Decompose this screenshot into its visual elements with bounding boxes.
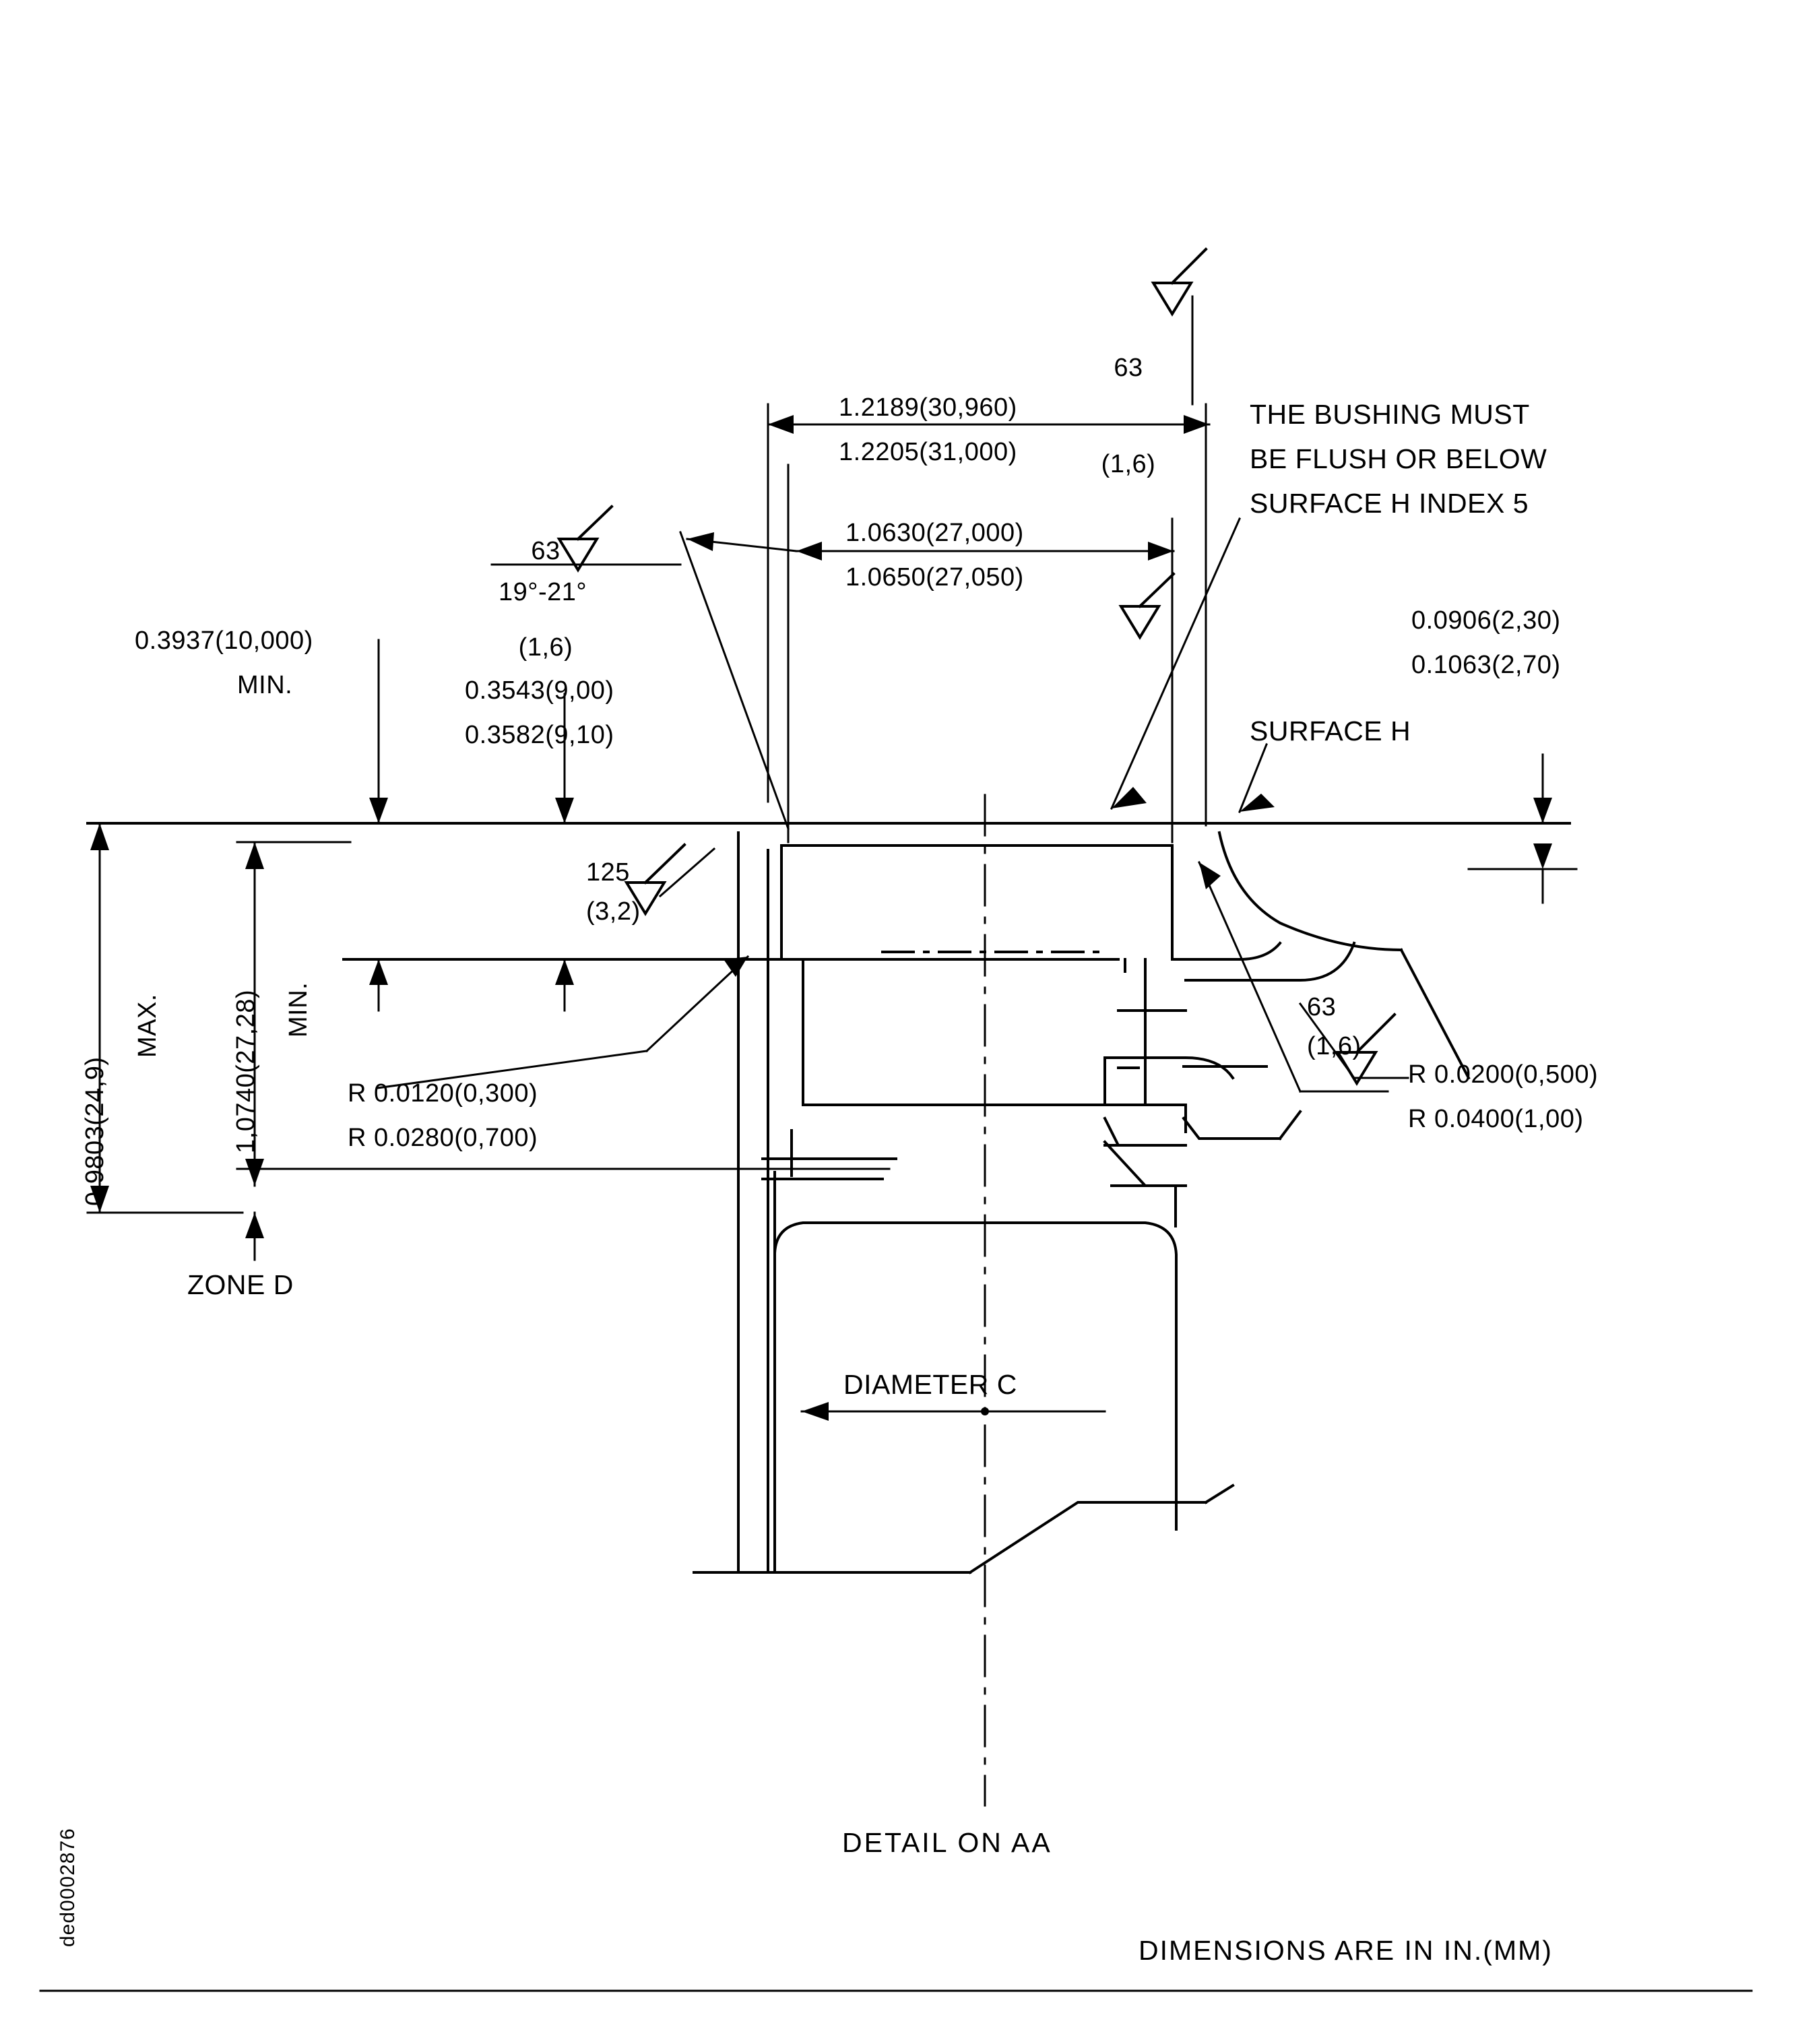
dimension-edge-distance-qualifier: MIN. [237,671,293,699]
dimension-radius-small-max: R 0.0280(0,700) [348,1124,538,1152]
dimension-height-max: 0.9803(24,9) [81,1056,109,1206]
surface-finish-value: 63 [531,537,560,565]
dimension-radius-large-max: R 0.0400(1,00) [1408,1105,1584,1133]
surface-finish-top-right [1085,288,1172,544]
surface-finish-metric: (1,6) [518,633,573,662]
drawing-title: DETAIL ON AA [842,1827,1052,1858]
note-bushing-line3: SURFACE H INDEX 5 [1250,488,1529,519]
dimension-height-min: 1,0740(27,28) [232,989,260,1153]
dimension-overall-length-min: 1.2205(31,000) [839,438,1017,466]
label-surface-h: SURFACE H [1250,715,1411,746]
note-bushing-line2: BE FLUSH OR BELOW [1250,443,1547,474]
surface-finish-value: 63 [1114,354,1143,382]
surface-finish-mid-125-metric: (3,2) [586,897,641,926]
dimension-radius-large-min: R 0.0200(0,500) [1408,1060,1599,1089]
dimension-step-width-max: 0.3543(9,00) [465,676,614,705]
dimension-height-max-qualifier: MAX. [133,994,162,1058]
surface-finish-lower-right-metric: (1,6) [1307,1032,1361,1060]
dimension-height-min-qualifier: MIN. [284,982,313,1037]
label-diameter-c: DIAMETER C [843,1369,1017,1400]
dimension-edge-distance: 0.3937(10,000) [135,627,313,655]
dimension-step-width-min: 0.3582(9,10) [465,721,614,749]
dimension-flange-thickness-max: 0.0906(2,30) [1411,606,1561,635]
note-bushing-line1: THE BUSHING MUST [1250,399,1530,430]
surface-finish-metric: (1,6) [1101,449,1156,478]
dimension-angle: 19°-21° [499,578,587,606]
label-zone-d: ZONE D [187,1269,294,1300]
units-note: DIMENSIONS ARE IN IN.(MM) [1139,1935,1553,1966]
sheet-identifier: ded0002876 [57,1828,79,1947]
surface-finish-lower-right-value: 63 [1307,993,1337,1021]
dimension-flange-thickness-min: 0.1063(2,70) [1411,651,1561,679]
dimension-bushing-bore-min: 1.0650(27,050) [845,563,1024,592]
dimension-overall-length-max: 1.2189(30,960) [839,393,1017,422]
dimension-radius-small-min: R 0.0120(0,300) [348,1079,538,1108]
surface-finish-mid-125-value: 125 [586,858,630,887]
dimension-bushing-bore-max: 1.0630(27,000) [845,519,1024,547]
